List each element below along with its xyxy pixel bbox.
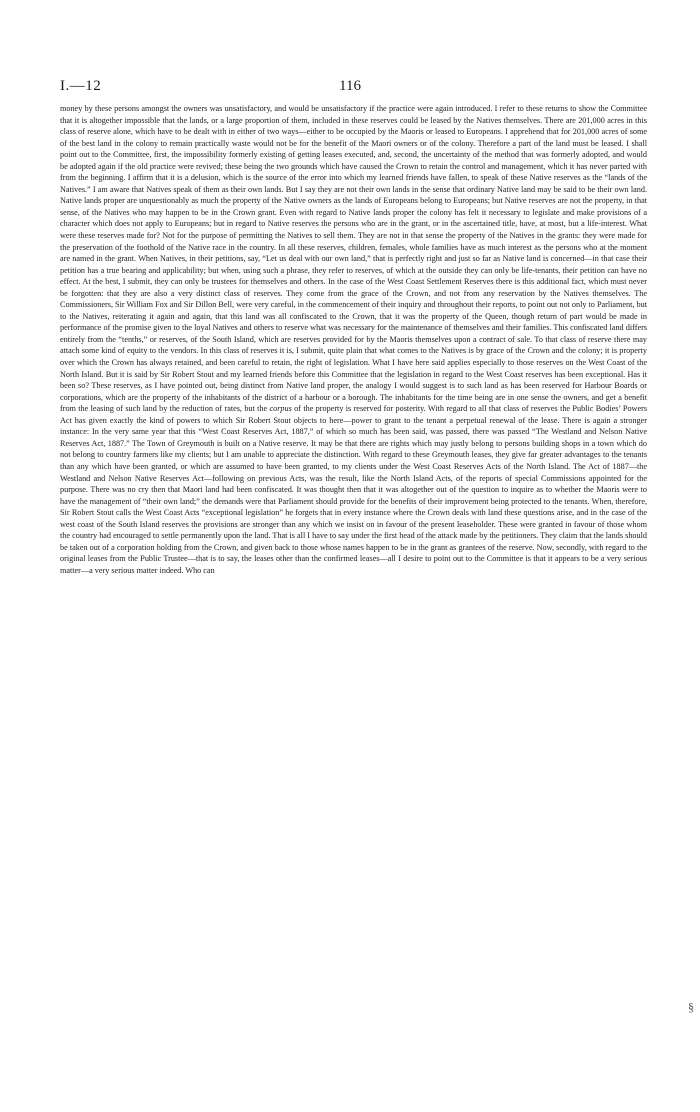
page-header — [60, 78, 640, 98]
body-text-part-2: of the property is reserved for posterity. With regard to all that class of reserves the Public Bodies’ Powers Act has given exactly the kind of powers to which Sir Robert Stout objects to here—power to grant to the tenant a perpetual renewal of the lease. There is again a stronger instance: In the very same year that this “West Coast Reserves Act, 1887,” of which so much has been said, was passed, there was passed “The Westland and Nelson Native Reserves Act, 1887.” The Town of Greymouth is built on a Native reserve. It may be that there are rights which may justly belong to persons building shops in a town which do not belong to country farmers like my clients; but I am unable to appreciate the distinction. With regard to these Greymouth leases, they give far greater advantages to the tenants than any which have been granted, or which are assumed to have been granted, to my clients under the West Coast Reserves Acts of the North Island. The Act of 1887—the Westland and Nelson Native Reserves Act—following on previous Acts, was the result, like the North Island Acts, of the reports of special Commissions appointed for the purpose. There was no cry then that Maori land had been confiscated. It was thought then that it was altogether out of the question to inquire as to whether the Maoris were to have the management of “their own land;” the demands were that Parliament should provide for the benefits of their improvement being protected to the tenants. When, therefore, Sir Robert Stout calls the West Coast Acts “exceptional legislation” he forgets that in every instance where the Crown deals with land these questions arise, and in the case of the west coast of the South Island reserves the provisions are stronger than any which we insist on in favour of the present leaseholder. These were granted in favour of those whom the country had encouraged to settle permanently upon the land. That is all I have to say under the first head of the attack made by the petitioners. They claim that the lands should be taken out of a corporation holding from the Crown, and given back to those whose names happen to be in the grant as grantees of the reserve. Now, secondly, with regard to the original leases from the Public Trustee—that is to say, the leases other than the confirmed leases—all I desire to point out to the Committee is that it appears to be a very serious matter—a very serious matter indeed. Who can — [60, 404, 648, 575]
document-reference: I.—12 — [60, 78, 102, 94]
body-text-italic: corpus — [269, 404, 292, 414]
body-text-part-1: money by these persons amongst the owners was unsatisfactory, and would be unsatisfactory if the practice were again introduced. I refer to these returns to show the Committee that it is altogether impossible that the lands, or a large proportion of them, included in these reserves could be leased by the Natives themselves. There are 201,000 acres in this class of reserve alone, which have to be dealt with in either of two ways—either to be occupied by the Maoris or leased to Europeans. I apprehend that for 201,000 acres of some of the best land in the colony to remain practically waste would not be for the benefit of the Maori owners or of the colony. Therefore a part of the land must be leased. I shall point out to the Committee, first, the impossibility formerly existing of getting leases executed, and, second, the uncertainty of the method that was formerly adopted, and would be adopted again if the old practice were revived; these being the two grounds which have caused the Crown to retain the control and management, which it has never parted with from the beginning. I affirm that it is a delusion, which is the source of the error into which my learned friends have fallen, to speak of these Native reserves as the “lands of the Natives.” I am aware that Natives speak of them as their own lands. But I say they are not their own lands in the sense that ordinary Native land may be said to be their own land. Native lands proper are unquestionably as much the property of the Native owners as the lands of Europeans belong to Europeans; but Native reserves are not the property, in that sense, of the Natives who may happen to be in the Crown grant. Even with regard to Native lands proper the colony has felt it necessary to legislate and make provisions of a character which does not apply to Europeans; but in regard to Native reserves the persons who are in the grant, or in the ascertained title, have, at most, but a life-interest. What were these reserves made for? Not for the purpose of permitting the Natives to sell them. They are not in that sense the property of the Natives in the grants: they were made for the preservation of the foothold of the Native race in the country. In all these reserves, children, females, whole families have as much interest as the persons who at the moment are named in the grant. When Natives, in their petitions, say, “Let us deal with our own land,” that is perfectly right and just so far as Native land is concerned—in that case their petition has a true bearing and applicability; but when, using such a phrase, they refer to reserves, of which at the outside they can only be life-tenants, their petition can have no effect. At the best, I submit, they can only be trustees for themselves and others. In the case of the West Coast Settlement Reserves there is this additional fact, which must never be forgotten: that they are also a very distinct class of reserves. They come from the grace of the Crown, and not from any reservation by the Natives themselves. The Commissioners, Sir William Fox and Sir Dillon Bell, were very careful, in the commencement of their inquiry and throughout their reports, to point out not only to Parliament, but to the Natives, reiterating it again and again, that this land was all confiscated to the Crown, that it was the property of the Queen, though return of part would be made in performance of the promise given to the loyal Natives and others to reserve what was necessary for the maintenance of themselves and their families. This confiscated land differs entirely from the “tenths,” or reserves, of the South Island, which are reserves provided for by the Maoris themselves upon a contract of sale. To that class of reserve there may attach some kind of equity to the vendors. In this class of reserves it is, I submit, quite plain that what comes to the Natives is by grace of the Crown and the colony; it is property over which the Crown has always retained, and been careful to retain, the right of legislation. What I have here said applies especially to those reserves on the West Coast of the North Island. But it is said by Sir Robert Stout and my learned friends before this Committee that the legislation in regard to the West Coast reserves has been exceptional. Has it been so? These reserves, as I have pointed out, being distinct from Native land proper, the analogy I would suggest is to such land as has been reserved for Harbour Boards or corporations, which are the property of the inhabitants of the district of a harbour or a borough. The inhabitants for the time being are in one sense the owners, and get a benefit from the leasing of such land by the reduction of rates, but the — [60, 104, 647, 414]
page-number: 116 — [339, 78, 361, 94]
margin-mark: § — [688, 1000, 694, 1014]
body-paragraph — [60, 103, 647, 576]
